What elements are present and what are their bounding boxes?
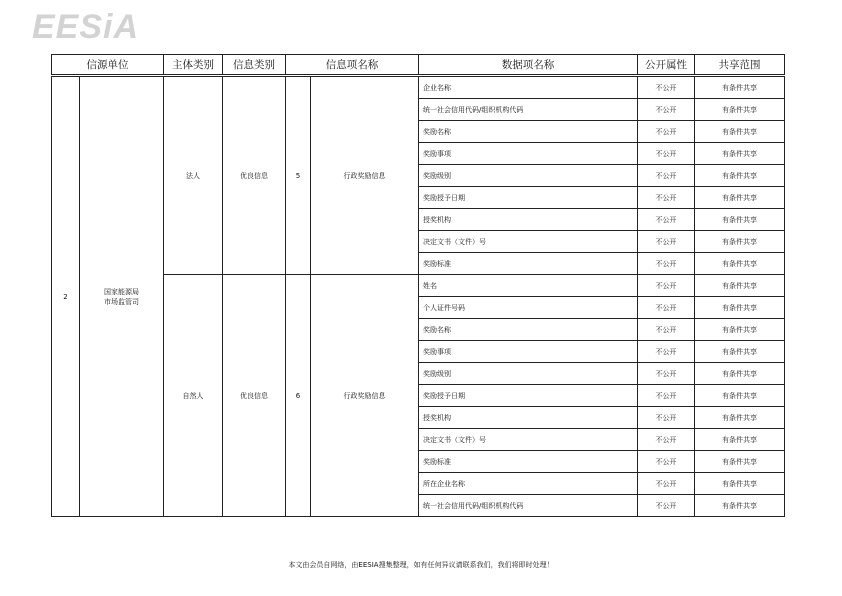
share-scope: 有条件共享 <box>695 76 785 99</box>
public-attr: 不公开 <box>638 363 695 385</box>
eesia-logo: EESiA <box>32 8 140 46</box>
info-type-cell: 优良信息 <box>223 275 286 517</box>
public-attr: 不公开 <box>638 231 695 253</box>
share-scope: 有条件共享 <box>695 187 785 209</box>
data-item-name: 奖励授予日期 <box>419 385 638 407</box>
public-attr: 不公开 <box>638 297 695 319</box>
public-attr: 不公开 <box>638 143 695 165</box>
share-scope: 有条件共享 <box>695 495 785 517</box>
data-item-name: 决定文书（文件）号 <box>419 231 638 253</box>
public-attr: 不公开 <box>638 165 695 187</box>
data-item-name: 奖励授予日期 <box>419 187 638 209</box>
public-attr: 不公开 <box>638 253 695 275</box>
share-scope: 有条件共享 <box>695 407 785 429</box>
public-attr: 不公开 <box>638 451 695 473</box>
data-item-name: 奖励级别 <box>419 363 638 385</box>
data-item-name: 奖励标准 <box>419 253 638 275</box>
data-table <box>51 54 785 517</box>
header-data-item-name: 数据项名称 <box>419 55 638 76</box>
header-item-name: 信息项名称 <box>286 55 419 76</box>
public-attr: 不公开 <box>638 99 695 121</box>
share-scope: 有条件共享 <box>695 275 785 297</box>
public-attr: 不公开 <box>638 473 695 495</box>
public-attr: 不公开 <box>638 209 695 231</box>
share-scope: 有条件共享 <box>695 473 785 495</box>
public-attr: 不公开 <box>638 495 695 517</box>
info-type-cell: 优良信息 <box>223 76 286 275</box>
public-attr: 不公开 <box>638 121 695 143</box>
public-attr: 不公开 <box>638 407 695 429</box>
share-scope: 有条件共享 <box>695 363 785 385</box>
data-item-name: 姓名 <box>419 275 638 297</box>
data-item-name: 授奖机构 <box>419 209 638 231</box>
item-name-cell: 行政奖励信息 <box>311 76 419 275</box>
share-scope: 有条件共享 <box>695 253 785 275</box>
share-scope: 有条件共享 <box>695 143 785 165</box>
public-attr: 不公开 <box>638 187 695 209</box>
header-public-attr: 公开属性 <box>638 55 695 76</box>
data-item-name: 授奖机构 <box>419 407 638 429</box>
share-scope: 有条件共享 <box>695 165 785 187</box>
public-attr: 不公开 <box>638 76 695 99</box>
header-unit: 信源单位 <box>52 55 164 76</box>
header-subject-type: 主体类别 <box>164 55 223 76</box>
item-name-cell: 行政奖励信息 <box>311 275 419 517</box>
subject-type-cell: 法人 <box>164 76 223 275</box>
public-attr: 不公开 <box>638 275 695 297</box>
data-item-name: 统一社会信用代码/组织机构代码 <box>419 99 638 121</box>
share-scope: 有条件共享 <box>695 209 785 231</box>
data-item-name: 企业名称 <box>419 76 638 99</box>
data-item-name: 奖励名称 <box>419 121 638 143</box>
public-attr: 不公开 <box>638 385 695 407</box>
data-item-name: 奖励标准 <box>419 451 638 473</box>
table-row <box>52 76 785 99</box>
share-scope: 有条件共享 <box>695 451 785 473</box>
item-number-cell: 6 <box>286 275 311 517</box>
public-attr: 不公开 <box>638 319 695 341</box>
share-scope: 有条件共享 <box>695 231 785 253</box>
share-scope: 有条件共享 <box>695 341 785 363</box>
data-item-name: 决定文书（文件）号 <box>419 429 638 451</box>
data-item-name: 奖励名称 <box>419 319 638 341</box>
data-item-name: 奖励事项 <box>419 143 638 165</box>
subject-type-cell: 自然人 <box>164 275 223 517</box>
share-scope: 有条件共享 <box>695 385 785 407</box>
share-scope: 有条件共享 <box>695 121 785 143</box>
share-scope: 有条件共享 <box>695 297 785 319</box>
header-info-type: 信息类别 <box>223 55 286 76</box>
public-attr: 不公开 <box>638 341 695 363</box>
footer-note: 本文由会员自网络，由EESIA搜集整理，如有任何异议请联系我们，我们将即时处理！ <box>288 561 554 569</box>
data-item-name: 奖励级别 <box>419 165 638 187</box>
share-scope: 有条件共享 <box>695 99 785 121</box>
item-number-cell: 5 <box>286 76 311 275</box>
header-share-scope: 共享范围 <box>695 55 785 76</box>
data-item-name: 统一社会信用代码/组织机构代码 <box>419 495 638 517</box>
header-row <box>52 55 785 76</box>
data-item-name: 奖励事项 <box>419 341 638 363</box>
data-item-name: 所在企业名称 <box>419 473 638 495</box>
public-attr: 不公开 <box>638 429 695 451</box>
share-scope: 有条件共享 <box>695 429 785 451</box>
data-item-name: 个人证件号码 <box>419 297 638 319</box>
row-number: 2 <box>52 76 80 517</box>
share-scope: 有条件共享 <box>695 319 785 341</box>
unit-name: 国家能源局 市场监管司 <box>80 76 164 517</box>
